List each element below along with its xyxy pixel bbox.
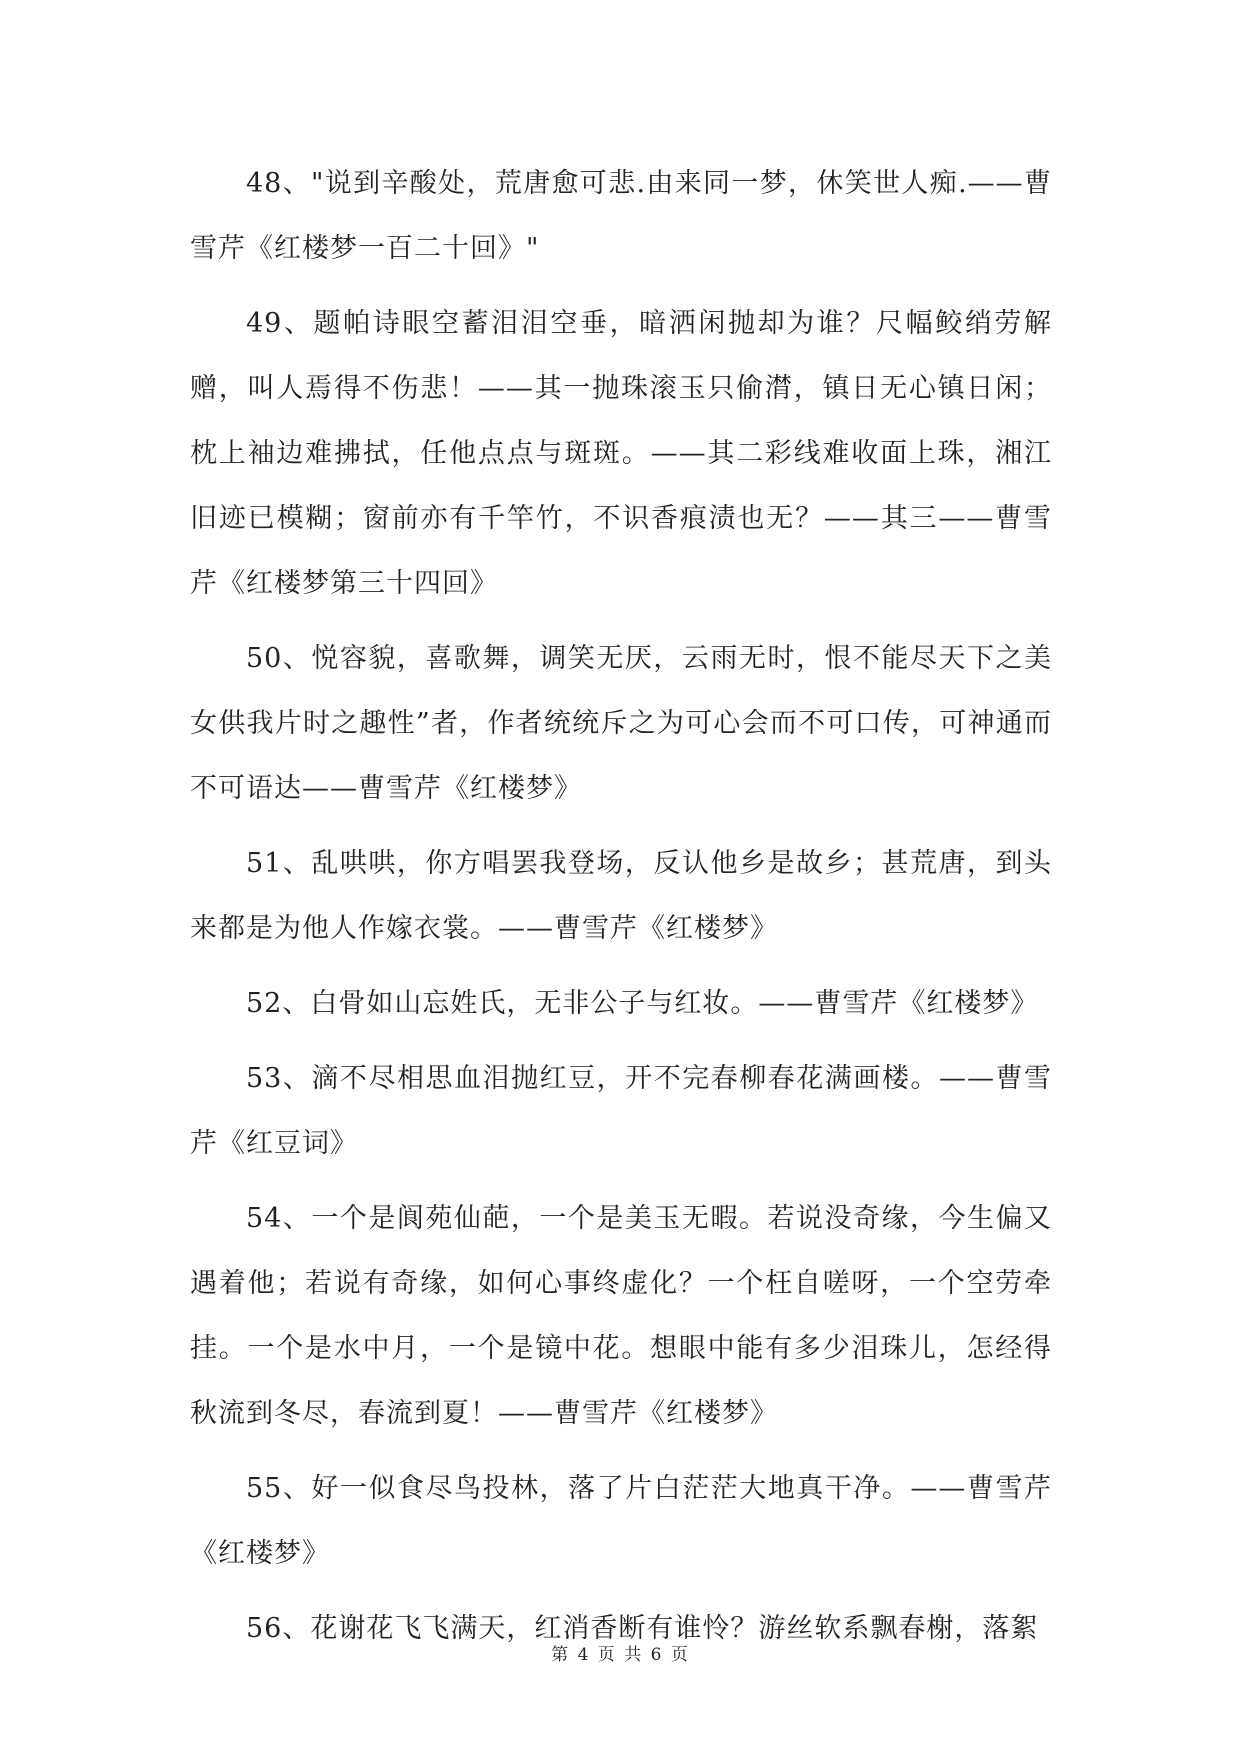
paragraph-55: 55、好一似食尽鸟投林，落了片白茫茫大地真干净。——曹雪芹《红楼梦》 xyxy=(190,1473,1052,1569)
paragraph-52: 52、白骨如山忘姓氏，无非公子与红妆。——曹雪芹《红楼梦》 xyxy=(246,988,1039,1019)
paragraph-49: 49、题帕诗眼空蓄泪泪空垂，暗洒闲抛却为谁？尺幅鲛绡劳解赠，叫人焉得不伤悲！——其一抛珠滚玉只偷潸，镇日无心镇日闲；枕上袖边难拂拭，任他点点与斑斑。——其二彩线难收面上珠，湘江旧迹已模糊；窗前亦有千竿竹，不识香痕渍也无？——其三——曹雪芹《红楼梦第三十四回》 xyxy=(190,308,1052,599)
paragraph-50: 50、悦容貌，喜歌舞，调笑无厌，云雨无时，恨不能尽天下之美女供我片时之趣性”者，作者统统斥之为可心会而不可口传，可神通而不可语达——曹雪芹《红楼梦》 xyxy=(190,643,1052,804)
paragraph-54: 54、一个是阆苑仙葩，一个是美玉无暇。若说没奇缘，今生偏又遇着他；若说有奇缘，如何心事终虚化？一个枉自嗟呀，一个空劳牵挂。一个是水中月，一个是镜中花。想眼中能有多少泪珠儿，怎经得秋流到冬尽，春流到夏！——曹雪芹《红楼梦》 xyxy=(190,1203,1052,1429)
paragraph-53: 53、滴不尽相思血泪抛红豆，开不完春柳春花满画楼。——曹雪芹《红豆词》 xyxy=(190,1063,1052,1159)
paragraph-48: 48、"说到辛酸处，荒唐愈可悲.由来同一梦，休笑世人痴.——曹雪芹《红楼梦一百二十回》" xyxy=(190,168,1052,264)
document-body xyxy=(190,151,1052,1671)
page-number-footer: 第 4 页 共 6 页 xyxy=(551,1645,690,1665)
paragraph-51: 51、乱哄哄，你方唱罢我登场，反认他乡是故乡；甚荒唐，到头来都是为他人作嫁衣裳。——曹雪芹《红楼梦》 xyxy=(190,848,1052,944)
paragraph-56: 56、花谢花飞飞满天，红消香断有谁怜？游丝软系飘春榭，落絮 xyxy=(246,1613,1039,1644)
